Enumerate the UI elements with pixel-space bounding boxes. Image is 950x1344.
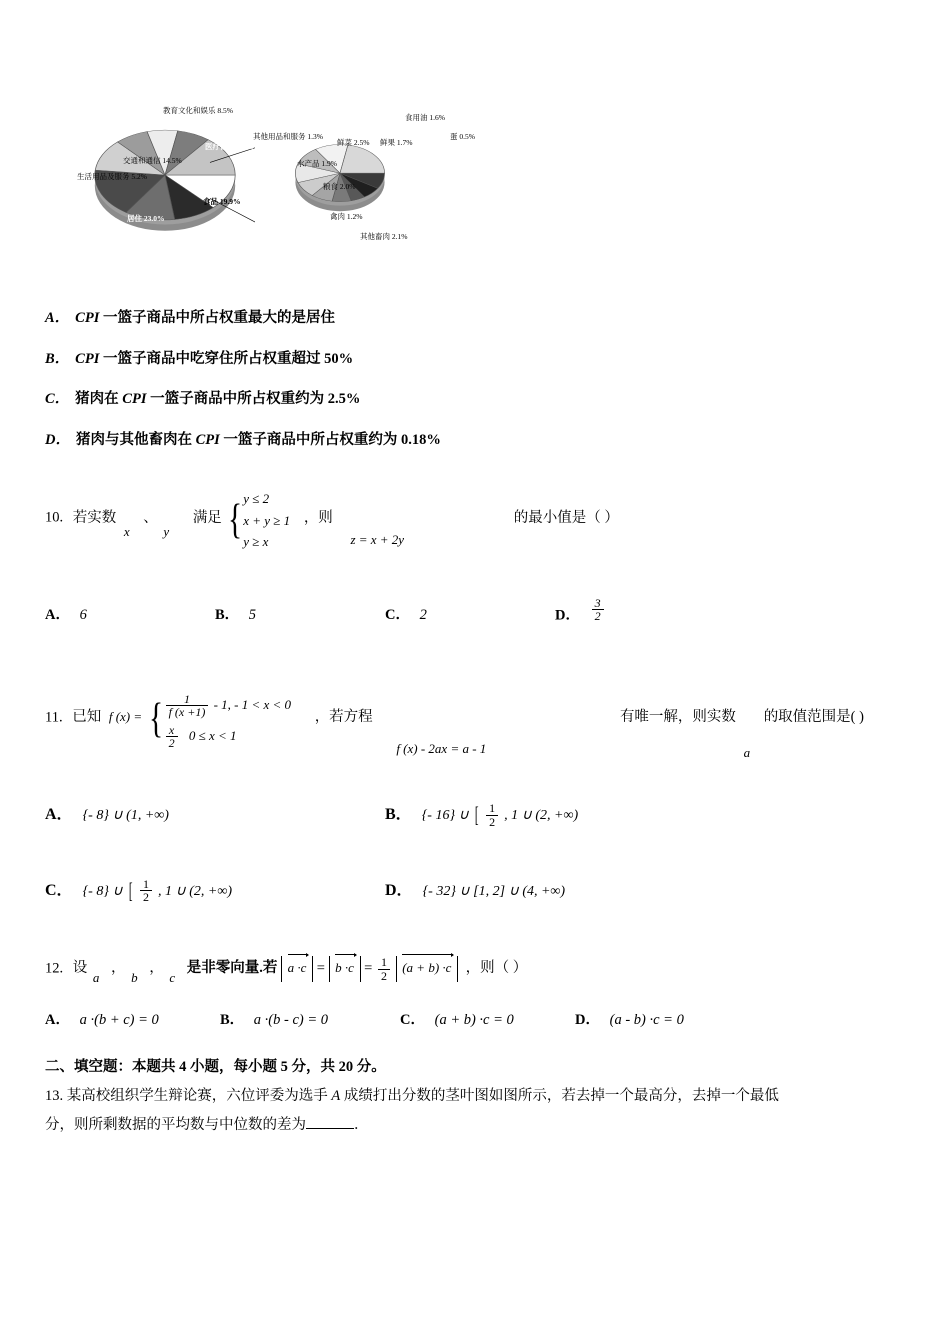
- q10-stem-1: 若实数: [72, 509, 117, 526]
- pie-label-other-meat: 其他畜肉 2.1%: [360, 232, 408, 241]
- q10-option-c-value: 2: [419, 606, 427, 623]
- q11-stem-2: ，若方程: [314, 709, 373, 726]
- q12-option-c-value: (a + b) ·c = 0: [434, 1012, 514, 1029]
- question-13: [45, 1082, 905, 1140]
- pie-label-aquatic: 水产品 1.9%: [297, 159, 337, 168]
- question-10: 10. 若实数 x 、 y 满足 { y ≤ 2 x + y ≥ 1 y ≥ x ，则 z = x + 2y 的最小值是（ ）: [45, 486, 905, 550]
- q12-frac-den: 2: [380, 968, 387, 983]
- q13-line1-b: 成绩打出分数的茎叶图如图所示，若去掉一个最高分，去掉一个最低: [340, 1088, 779, 1105]
- q11-option-c-den: 2: [143, 890, 149, 905]
- q9-option-c[interactable]: [45, 390, 905, 410]
- q12-option-c[interactable]: [400, 1008, 575, 1029]
- q11-option-b-post: , 1 ∪ (2, +∞): [504, 808, 579, 824]
- q9-option-c-em: CPI: [122, 391, 147, 408]
- q12-comma-2: ，: [149, 960, 164, 977]
- q11-option-b-label: B．: [385, 806, 412, 824]
- q9-options: [45, 309, 905, 450]
- q11-case2-num: x: [166, 724, 178, 738]
- q11-option-b-num: 1: [486, 802, 498, 816]
- q11-option-b-pre: {- 16} ∪: [421, 808, 469, 824]
- q13-number: 13.: [45, 1088, 64, 1105]
- section-2-heading: 二、填空题：本题共 4 小题，每小题 5 分，共 20 分。: [45, 1059, 386, 1076]
- q9-option-c-text: 一篮子商品中所占权重约为 2.5%: [146, 391, 361, 408]
- q9-option-b-text: 一篮子商品中吃穿住所占权重超过 50%: [99, 350, 354, 367]
- q11-var-a: a: [743, 745, 751, 761]
- pie-label-fruit: 鲜果 1.7%: [380, 138, 413, 147]
- q9-option-d[interactable]: [45, 431, 905, 451]
- q11-equation: f (x) - 2ax = a - 1: [396, 741, 487, 757]
- q10-option-c-label: C．: [385, 606, 410, 623]
- q11-option-c-post: , 1 ∪ (2, +∞): [158, 883, 232, 899]
- q11-stem-1: 已知: [72, 709, 102, 726]
- q12-number: 12.: [45, 960, 64, 977]
- question-12: [45, 954, 905, 986]
- q11-option-c-label: C．: [45, 881, 73, 899]
- pie-label-cooking-oil: 食用油 1.6%: [405, 113, 445, 122]
- q10-stem-3: ，则: [303, 509, 333, 526]
- q9-option-b[interactable]: [45, 350, 905, 370]
- q11-stem-3: 有唯一解，则实数: [619, 709, 736, 726]
- q12-expr-1: a ·c: [288, 958, 307, 978]
- q11-fx: f (x) =: [108, 709, 143, 725]
- q12-eq-1: =: [316, 960, 325, 977]
- q9-option-d-pre: 猪肉与其他畜肉在: [75, 431, 196, 448]
- q13-line1-em: A: [331, 1088, 341, 1105]
- q12-option-c-label: C．: [400, 1012, 425, 1029]
- q12-stem-1: 设: [72, 960, 88, 977]
- q11-stem-4: 的取值范围是( ): [763, 709, 864, 726]
- q10-option-d-num: 3: [592, 597, 604, 611]
- q10-option-b-label: B．: [215, 606, 240, 623]
- q10-stem-4: 的最小值是（ ）: [513, 509, 619, 526]
- q12-expr-2: b ·c: [335, 958, 354, 978]
- q11-option-d-label: D．: [385, 881, 413, 899]
- q11-option-c-num: 1: [140, 878, 152, 892]
- pie-label-transport: 交通和通信 14.5%: [123, 156, 182, 165]
- q10-sys-1: y ≤ 2: [243, 491, 270, 507]
- q11-option-a-value: {- 8} ∪ (1, +∞): [82, 808, 169, 824]
- q10-option-d-label: D．: [555, 606, 580, 623]
- q12-stem-3: ，则（ ）: [465, 960, 528, 977]
- q9-option-c-label: C．: [45, 391, 70, 408]
- pie-label-clothing: 衣着 8.0%: [175, 239, 209, 248]
- q12-vec-b: b: [131, 970, 138, 986]
- q12-vec-a: a: [92, 970, 100, 986]
- pie-label-education: 教育文化和娱乐 8.5%: [163, 106, 233, 115]
- pie-label-health: 医疗保健 9.3%: [205, 142, 254, 151]
- pie-label-other: 其他 3.8%: [415, 174, 449, 183]
- q12-option-b-label: B．: [220, 1012, 245, 1029]
- pie-label-pork: 猪肉 2.5%: [395, 197, 429, 206]
- pie-label-vegetables: 鲜菜 2.5%: [337, 138, 370, 147]
- q12-eq-2: =: [364, 960, 373, 977]
- pie-label-tobacco: 烟酒 10.3%: [202, 227, 240, 236]
- q10-option-a-value: 6: [79, 606, 87, 623]
- pie-label-household: 生活用品及服务 5.2%: [77, 172, 147, 181]
- q13-line2-a: 分，则所剩数据的平均数与中位数的差为: [45, 1117, 306, 1134]
- q10-option-b[interactable]: [215, 603, 385, 629]
- pie-label-other-goods: 其他用品和服务 1.3%: [253, 132, 323, 141]
- q11-number: 11.: [45, 709, 63, 726]
- q9-option-b-label: B．: [45, 350, 70, 367]
- q12-option-a[interactable]: [45, 1008, 220, 1029]
- q9-option-a[interactable]: [45, 309, 905, 329]
- q9-option-a-em: CPI: [75, 310, 100, 326]
- q9-option-b-em: CPI: [75, 350, 100, 367]
- q9-option-c-pre: 猪肉在: [75, 391, 123, 408]
- q12-vec-c: c: [169, 970, 176, 986]
- q10-number: 10.: [45, 509, 64, 526]
- q12-option-b[interactable]: [220, 1008, 400, 1029]
- q11-case2-rest: 0 ≤ x < 1: [188, 727, 237, 743]
- q11-case1-rest: - 1, - 1 < x < 0: [213, 696, 292, 712]
- q11-case1-den: f (x +1): [168, 705, 206, 720]
- q10-comma: 、: [143, 509, 158, 526]
- pie-label-food: 食品 19.9%: [203, 197, 241, 206]
- q11-options: [45, 801, 905, 904]
- q11-option-a[interactable]: [45, 801, 385, 828]
- q12-option-d[interactable]: [575, 1008, 684, 1029]
- q11-option-b[interactable]: B． {- 16} ∪ [ $\frac{1}{2}$ , 1 ∪ (2, +∞): [385, 801, 579, 829]
- q13-line1-a: 某高校组织学生辩论赛，六位评委为选手: [66, 1088, 332, 1105]
- q11-option-c[interactable]: C． {- 8} ∪ [ $\frac{1}{2}$ , 1 ∪ (2, +∞): [45, 876, 232, 905]
- q12-options: [45, 1008, 905, 1029]
- q10-option-a-label: A．: [45, 606, 70, 623]
- pie-label-egg: 蛋 0.5%: [450, 132, 475, 141]
- q11-option-d-value: {- 32} ∪ [1, 2] ∪ (4, +∞): [422, 883, 566, 899]
- q12-option-a-value: a ·(b + c) = 0: [79, 1012, 159, 1029]
- pie-label-poultry: 禽肉 1.2%: [330, 212, 363, 221]
- q10-option-d[interactable]: [555, 595, 725, 629]
- q10-option-b-value: 5: [248, 606, 257, 623]
- q11-option-b-den: 2: [489, 814, 496, 829]
- pie-label-housing: 居住 23.0%: [127, 214, 165, 223]
- q10-var-x: x: [123, 523, 130, 539]
- q9-option-d-label: D．: [45, 431, 70, 448]
- q9-option-a-text: 一篮子商品中所占权重最大的是居住: [99, 310, 335, 326]
- q12-option-d-label: D．: [575, 1012, 600, 1029]
- q12-stem-2: 是非零向量.若: [186, 960, 278, 977]
- cpi-pie-chart: [75, 85, 475, 285]
- q12-comma-1: ，: [111, 960, 126, 977]
- q12-frac-num: 1: [378, 956, 390, 970]
- q9-option-d-em: CPI: [195, 431, 220, 448]
- q12-option-d-value: (a - b) ·c = 0: [609, 1012, 684, 1029]
- q12-option-a-label: A．: [45, 1012, 70, 1029]
- q10-sys-3: y ≥ x: [243, 534, 269, 550]
- page-content: [45, 0, 905, 1140]
- q10-var-y: y: [163, 523, 170, 539]
- q13-line2-b: ．: [354, 1117, 369, 1134]
- q11-option-a-label: A．: [45, 806, 73, 824]
- q9-option-a-label: A．: [45, 310, 70, 326]
- q12-option-b-value: a ·(b - c) = 0: [253, 1012, 329, 1029]
- q9-option-d-text: 一篮子商品中所占权重约为 0.18%: [219, 431, 441, 448]
- q10-options: [45, 595, 905, 629]
- q11-case2-den: 2: [168, 736, 175, 751]
- q11-option-c-pre: {- 8} ∪: [82, 883, 123, 899]
- q10-expr: z = x + 2y: [350, 531, 405, 547]
- q11-option-d[interactable]: [385, 877, 565, 904]
- question-11: 11. 已知 f (x) = { $\frac{1}{f (x +1)}$ - 1, - 1 < x < 0 $\frac{x}{2}$ 0 ≤ x < 1 ，若方程 f (x) - 2ax = a - 1 有唯一解，则实数 a 的取值范围是( ): [45, 691, 864, 761]
- q13-answer-blank[interactable]: [306, 1128, 354, 1129]
- q10-option-a[interactable]: [45, 603, 215, 629]
- q12-expr-3: (a + b) ·c: [402, 958, 451, 978]
- q10-stem-2: 满足: [192, 509, 222, 526]
- q10-sys-2: x + y ≥ 1: [243, 512, 291, 528]
- q10-option-c[interactable]: [385, 603, 555, 629]
- q11-case1-num: 1: [166, 693, 209, 707]
- q10-option-d-den: 2: [594, 609, 601, 624]
- pie-label-grain: 粮食 2.0%: [323, 182, 356, 191]
